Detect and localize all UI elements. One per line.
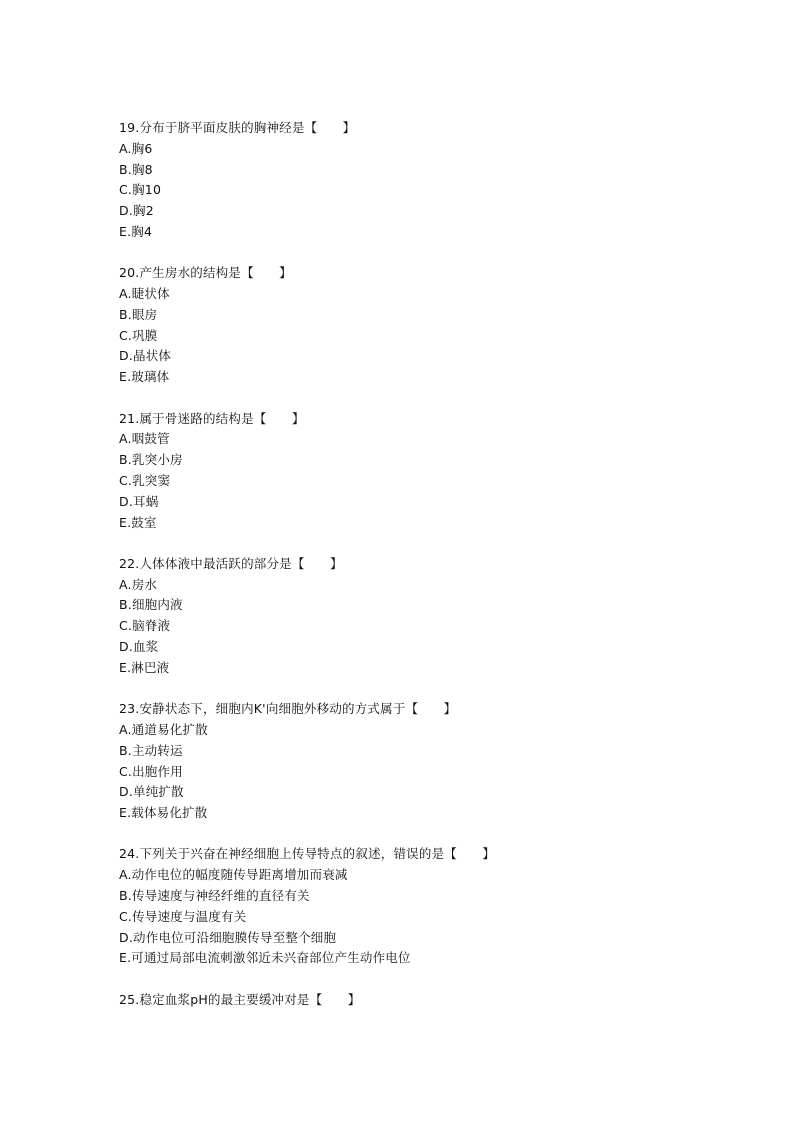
question-stem: 22.人体体液中最活跃的部分是【 】: [119, 555, 343, 571]
option-c: C.脑脊液: [119, 618, 171, 634]
exam-page: [119, 118, 719, 1031]
option-c: C.巩膜: [119, 327, 158, 343]
option-a: A.睫状体: [119, 286, 170, 302]
option-c: C.乳突窦: [119, 472, 171, 488]
question-stem: 24.下列关于兴奋在神经细胞上传导特点的叙述，错误的是【 】: [119, 846, 496, 862]
option-e: E.淋巴液: [119, 659, 170, 675]
option-a: A.胸6: [119, 140, 153, 156]
question-stem: 20.产生房水的结构是【 】: [119, 265, 292, 281]
option-d: D.血浆: [119, 639, 159, 655]
question-19: [119, 118, 719, 243]
option-b: B.细胞内液: [119, 597, 183, 613]
question-stem: 19.分布于脐平面皮肤的胸神经是【 】: [119, 120, 356, 135]
option-b: B.眼房: [119, 306, 158, 322]
option-d: D.晶状体: [119, 348, 172, 364]
option-b: B.乳突小房: [119, 452, 183, 468]
question-24: [119, 844, 719, 969]
question-23: [119, 699, 719, 824]
option-d: D.耳蜗: [119, 493, 159, 509]
option-e: E.可通过局部电流刺激邻近未兴奋部位产生动作电位: [119, 950, 411, 966]
question-22: [119, 554, 719, 679]
option-b: B.主动转运: [119, 742, 183, 758]
option-a: A.房水: [119, 576, 158, 592]
question-stem: 23.安静状态下，细胞内K'向细胞外移动的方式属于【 】: [119, 701, 457, 717]
question-25: [119, 990, 719, 1011]
option-c: C.传导速度与温度有关: [119, 908, 247, 924]
option-b: B.传导速度与神经纤维的直径有关: [119, 888, 310, 903]
option-b: B.胸8: [119, 161, 153, 177]
question-20: [119, 263, 719, 388]
option-e: E.载体易化扩散: [119, 805, 208, 821]
option-c: C.胸10: [119, 182, 162, 198]
option-e: E.鼓室: [119, 514, 157, 530]
option-e: E.玻璃体: [119, 369, 170, 385]
question-21: [119, 409, 719, 534]
option-d: D.单纯扩散: [119, 784, 184, 800]
question-stem: 21.属于骨迷路的结构是【 】: [119, 410, 305, 426]
option-a: A.通道易化扩散: [119, 721, 208, 737]
option-d: D.动作电位可沿细胞膜传导至整个细胞: [119, 929, 337, 945]
question-stem: 25.稳定血浆pH的最主要缓冲对是【 】: [119, 991, 361, 1007]
option-a: A.动作电位的幅度随传导距离增加而衰减: [119, 867, 348, 883]
option-e: E.胸4: [119, 223, 153, 239]
option-d: D.胸2: [119, 203, 154, 219]
option-a: A.咽鼓管: [119, 431, 170, 447]
option-c: C.出胞作用: [119, 763, 183, 779]
